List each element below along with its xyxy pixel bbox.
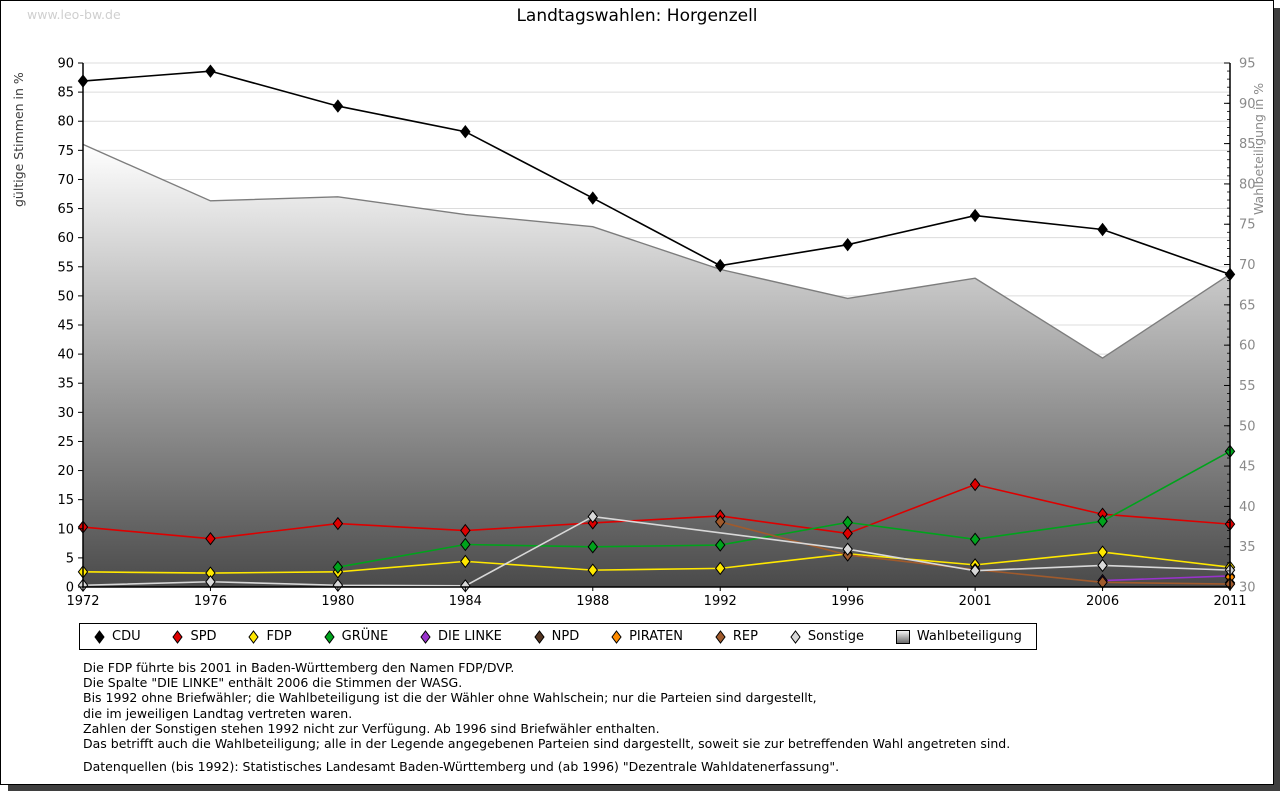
svg-text:55: 55 <box>57 260 74 276</box>
right-axis-title: Wahlbeteiligung in % <box>1251 82 1266 215</box>
svg-text:10: 10 <box>57 522 74 538</box>
svg-text:50: 50 <box>1239 419 1256 435</box>
legend-swatch-die-linke <box>420 630 431 644</box>
x-tick-label-1992: 1992 <box>703 594 737 609</box>
datasource-note: Datenquellen (bis 1992): Statistisches Landesamt Baden-Württemberg und (ab 1996) "Dezentrale Wahldatenerfassung". <box>83 759 840 775</box>
legend-item-gruene <box>324 629 389 644</box>
x-tick-label-2011: 2011 <box>1213 594 1247 609</box>
legend-label-wahlbeteiligung: Wahlbeteiligung <box>916 629 1022 644</box>
legend-label-npd: NPD <box>551 629 580 644</box>
svg-text:55: 55 <box>1239 378 1256 394</box>
legend-swatch-rep <box>715 630 726 644</box>
svg-text:40: 40 <box>1239 499 1256 515</box>
x-tick-label-2001: 2001 <box>958 594 992 609</box>
legend-swatch-wahlbeteiligung <box>896 630 910 644</box>
wahlbeteiligung-area <box>83 144 1230 587</box>
x-tick-label-1996: 1996 <box>831 594 865 609</box>
legend-item-spd <box>172 629 216 644</box>
legend-swatch-fdp <box>248 630 259 644</box>
data-point-cdu-2006 <box>1098 224 1107 236</box>
svg-text:90: 90 <box>57 56 74 72</box>
svg-text:80: 80 <box>1239 177 1256 193</box>
svg-text:35: 35 <box>1239 540 1256 556</box>
watermark: www.leo-bw.de <box>27 7 121 22</box>
svg-text:20: 20 <box>57 464 74 480</box>
legend-swatch-sonstige <box>790 630 801 644</box>
svg-text:25: 25 <box>57 434 74 450</box>
legend-label-spd: SPD <box>190 629 217 644</box>
svg-text:45: 45 <box>1239 459 1256 475</box>
svg-text:85: 85 <box>57 85 74 101</box>
left-axis-title: gültige Stimmen in % <box>11 72 26 207</box>
legend-label-sonstige: Sonstige <box>807 629 865 644</box>
footnote-line: Das betrifft auch die Wahlbeteiligung; alle in der Legende angegebenen Parteien sind dargestellt, soweit sie zur betreffenden Wahl angetreten sind. <box>83 736 1011 752</box>
legend-swatch-npd <box>534 630 545 644</box>
election-line-chart <box>1 1 1273 615</box>
x-tick-label-1984: 1984 <box>448 594 482 609</box>
legend-label-fdp: FDP <box>266 629 292 644</box>
data-point-cdu-2001 <box>971 210 980 222</box>
svg-text:50: 50 <box>57 289 74 305</box>
svg-text:0: 0 <box>65 580 74 596</box>
footnote-line: die im jeweiligen Landtag vertreten waren. <box>83 705 353 721</box>
footnote-line: Die Spalte "DIE LINKE" enthält 2006 die Stimmen der WASG. <box>83 675 463 691</box>
x-tick-label-1972: 1972 <box>66 594 100 609</box>
footnote-line: Die FDP führte bis 2001 in Baden-Württemberg den Namen FDP/DVP. <box>83 660 515 675</box>
legend-item-sonstige <box>790 629 864 644</box>
legend-item-fdp <box>248 629 291 644</box>
window-shadow-bottom <box>8 785 1280 791</box>
legend-item-die-linke <box>420 629 502 644</box>
data-point-cdu-1980 <box>333 100 342 112</box>
svg-text:70: 70 <box>1239 258 1256 274</box>
svg-text:75: 75 <box>57 143 74 159</box>
svg-text:60: 60 <box>57 231 74 247</box>
data-point-cdu-1984 <box>461 126 470 138</box>
legend-item-wahlbeteiligung <box>896 629 1022 644</box>
legend-label-gruene: GRÜNE <box>341 629 389 644</box>
window-shadow-right <box>1274 8 1280 785</box>
x-tick-label-1980: 1980 <box>321 594 355 609</box>
x-tick-label-1988: 1988 <box>576 594 610 609</box>
legend-swatch-cdu <box>94 630 105 644</box>
x-tick-label-1976: 1976 <box>193 594 227 609</box>
data-point-cdu-1996 <box>843 239 852 251</box>
svg-text:30: 30 <box>57 405 74 421</box>
footnote-line: Zahlen der Sonstigen stehen 1992 nicht zur Verfügung. Ab 1996 sind Briefwähler enthalten. <box>83 720 660 736</box>
svg-text:35: 35 <box>57 376 74 392</box>
x-tick-label-2006: 2006 <box>1086 594 1120 609</box>
legend-swatch-gruene <box>324 630 335 644</box>
svg-text:95: 95 <box>1239 56 1256 72</box>
legend-item-piraten <box>611 629 683 644</box>
svg-text:65: 65 <box>57 202 74 218</box>
svg-text:80: 80 <box>57 114 74 130</box>
data-point-cdu-1988 <box>588 192 597 204</box>
footnotes <box>83 660 1010 774</box>
legend-label-cdu: CDU <box>112 629 141 644</box>
legend-swatch-spd <box>172 630 183 644</box>
svg-text:85: 85 <box>1239 137 1256 153</box>
legend-swatch-piraten <box>611 630 622 644</box>
svg-text:65: 65 <box>1239 298 1256 314</box>
data-point-cdu-1976 <box>206 65 215 77</box>
svg-text:45: 45 <box>57 318 74 334</box>
svg-text:40: 40 <box>57 347 74 363</box>
svg-text:15: 15 <box>57 493 74 509</box>
footnote-line: Bis 1992 ohne Briefwähler; die Wahlbeteiligung ist die der Wähler ohne Wahlschein; nur die Parteien sind dargestellt, <box>83 690 817 706</box>
legend-item-cdu <box>94 629 141 644</box>
svg-text:30: 30 <box>1239 580 1256 596</box>
legend-label-rep: REP <box>732 629 758 644</box>
svg-text:75: 75 <box>1239 217 1256 233</box>
legend-item-npd <box>534 629 580 644</box>
legend-label-die-linke: DIE LINKE <box>438 629 502 644</box>
page-title: Landtagswahlen: Horgenzell <box>516 6 758 26</box>
svg-text:90: 90 <box>1239 96 1256 112</box>
svg-text:60: 60 <box>1239 338 1256 354</box>
svg-text:70: 70 <box>57 172 74 188</box>
legend <box>79 623 1037 650</box>
legend-label-piraten: PIRATEN <box>629 629 684 644</box>
legend-item-rep <box>715 629 758 644</box>
svg-text:5: 5 <box>65 551 74 567</box>
